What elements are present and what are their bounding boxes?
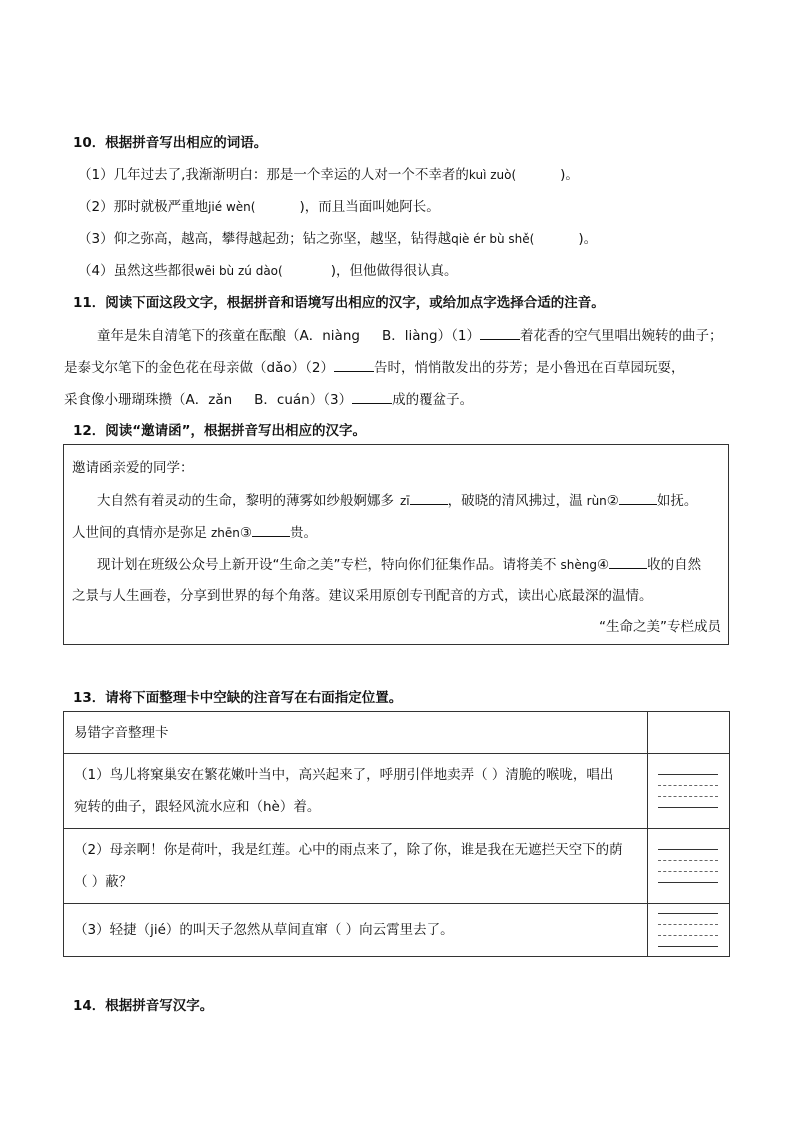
question-11-line-3: 采食像小珊瑚珠攒（A．zǎn B．cuán）（3） 成的覆盆子。 — [64, 389, 473, 410]
answer-area-2[interactable] — [648, 829, 729, 903]
invitation-paragraph-3: 现计划在班级公众号上新开设“生命之美”专栏，特向你们征集作品。请将美不 shèng④ 收的自然 — [97, 554, 701, 575]
question-11-line-2: 是泰戈尔笔下的金色花在母亲做（dǎo）（2） 告时，悄悄散发出的芬芳；是小鲁迅在百草园玩耍， — [64, 357, 684, 378]
invitation-signature: “生命之美”专栏成员 — [599, 619, 721, 635]
question-14-title: 14．根据拼音写汉字。 — [73, 998, 214, 1014]
answer-blank[interactable] — [410, 490, 448, 505]
card-row-2: （2）母亲啊！你是荷叶，我是红莲。心中的雨点来了，除了你，谁是我在无遮拦天空下的荫 （ ）蔽？ — [74, 842, 623, 890]
card-row-3: （3）轻捷（jié）的叫天子忽然从草间直窜（ ）向云霄里去了。 — [74, 922, 454, 938]
question-10-title: 10．根据拼音写出相应的词语。 — [73, 135, 268, 151]
question-10-item-3: （3）仰之弥高，越高，攀得越起劲；钻之弥坚，越坚，钻得越qiè ér bù shě( )。 — [78, 231, 598, 247]
question-12-title: 12．阅读“邀请函”，根据拼音写出相应的汉字。 — [73, 423, 367, 439]
question-10-item-1: （1）几年过去了,我渐渐明白：那是一个幸运的人对一个不幸者的kuì zuò( )。 — [78, 167, 579, 183]
invitation-greeting: 邀请函亲爱的同学： — [72, 460, 194, 476]
answer-area-3[interactable] — [648, 904, 729, 956]
invitation-paragraph-1: 大自然有着灵动的生命，黎明的薄雾如纱般婀娜多 zī ，破晓的清风拂过，温 rùn② 如抚。 — [97, 490, 697, 511]
answer-blank[interactable] — [480, 325, 520, 340]
invitation-paragraph-4: 之景与人生画卷，分享到世界的每个角落。建议采用原创专刊配音的方式，读出心底最深的温情。 — [72, 588, 653, 604]
question-10-item-2: （2）那时就极严重地jié wèn( )，而且当面叫她阿长。 — [78, 199, 440, 215]
question-11-line-1: 童年是朱自清笔下的孩童在酝酿（A．niàng B．liàng）（1） 着花香的空气里唱出婉转的曲子； — [97, 325, 722, 346]
answer-blank[interactable] — [334, 357, 374, 372]
question-11-title: 11．阅读下面这段文字，根据拼音和语境写出相应的汉字，或给加点字选择合适的注音。 — [73, 295, 605, 311]
question-10-item-4: （4）虽然这些都很wēi bù zú dào( )，但他做得很认真。 — [78, 263, 458, 279]
answer-blank[interactable] — [352, 389, 392, 404]
answer-blank[interactable] — [252, 522, 290, 537]
card-header: 易错字音整理卡 — [74, 724, 169, 741]
question-13-title: 13．请将下面整理卡中空缺的注音写在右面指定位置。 — [73, 690, 403, 706]
answer-blank[interactable] — [619, 490, 657, 505]
invitation-paragraph-2: 人世间的真情亦是弥足 zhēn③ 贵。 — [72, 522, 317, 543]
error-prone-pronunciation-card — [63, 711, 730, 957]
answer-blank[interactable] — [609, 554, 647, 569]
card-row-1: （1）鸟儿将窠巢安在繁花嫩叶当中，高兴起来了，呼朋引伴地卖弄（ ）清脆的喉咙，唱出 宛转的曲子，跟轻风流水应和（hè）着。 — [74, 767, 614, 815]
answer-area-1[interactable] — [648, 754, 729, 828]
